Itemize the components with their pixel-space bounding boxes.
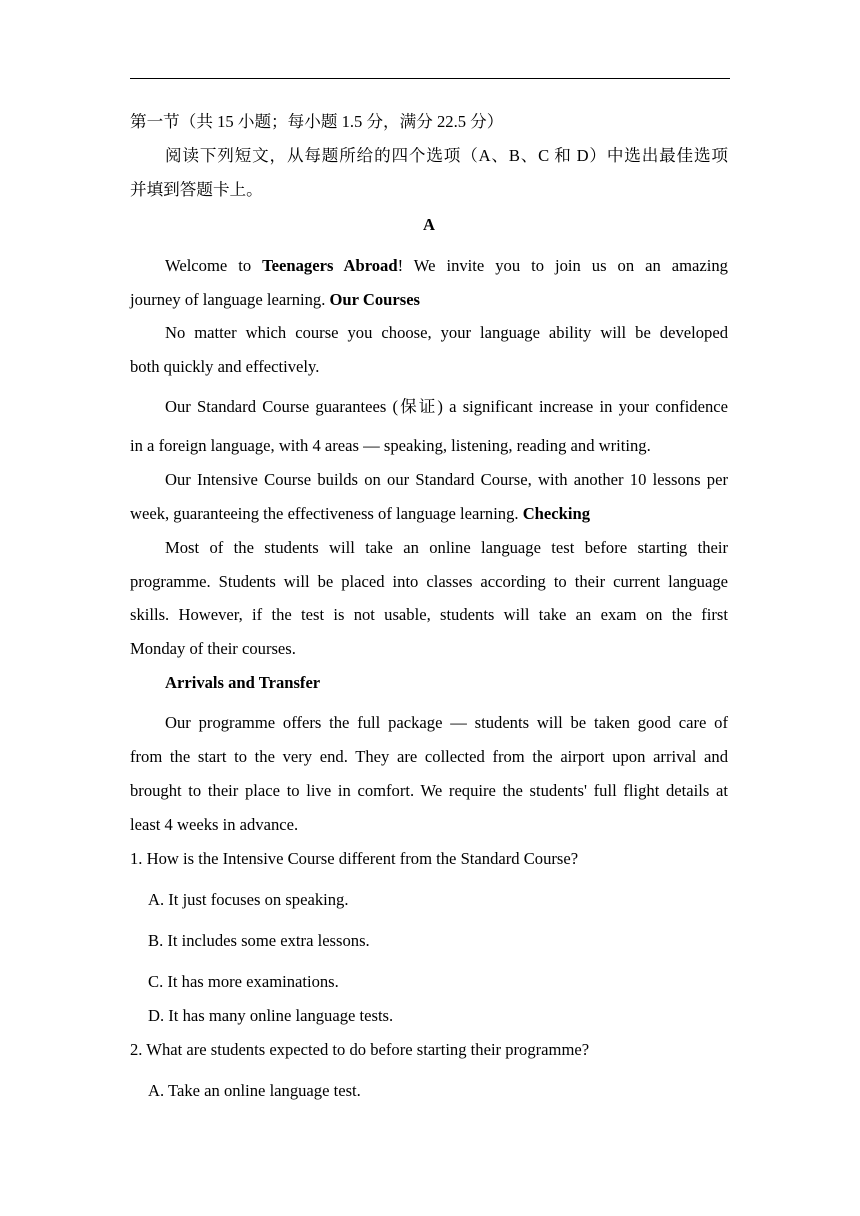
question-2-stem: 2. What are students expected to do before starting their programme? [130,1040,590,1059]
paragraph-arrivals-line-3: brought to their place to live in comfort. We require the students' full flight details at [130,781,728,800]
question-1-stem: 1. How is the Intensive Course different from the Standard Course? [130,849,579,868]
paragraph-welcome-line-1 [165,256,728,276]
intensive-line-2-text: week, guaranteeing the effectiveness of language learning. [130,504,523,523]
question-1-option-c: C. It has more examinations. [148,972,339,991]
paragraph-intensive-line-2 [130,504,728,524]
header-rule [130,78,730,79]
paragraph-checking-line-3: skills. However, if the test is not usable, students will take an exam on the first [130,605,728,624]
question-1-option-a: A. It just focuses on speaking. [148,890,349,909]
question-1-option-b: B. It includes some extra lessons. [148,931,370,950]
paragraph-checking-line-1: Most of the students will take an online language test before starting their [165,538,728,557]
paragraph-arrivals-line-2: from the start to the very end. They are collected from the airport upon arrival and [130,747,728,766]
paragraph-welcome-line-2 [130,290,728,310]
brand-name: Teenagers Abroad [262,256,398,275]
question-1-option-d: D. It has many online language tests. [148,1006,394,1025]
paragraph-intensive-line-1: Our Intensive Course builds on our Standard Course, with another 10 lessons per [165,470,728,489]
section-heading: 第一节（共 15 小题；每小题 1.5 分，满分 22.5 分） [130,112,504,131]
heading-our-courses: Our Courses [329,290,421,309]
heading-checking: Checking [522,504,591,523]
welcome-line-2-text: journey of language learning. [130,290,330,309]
instruction-line-2: 并填到答题卡上。 [130,180,263,199]
paragraph-courses-line-1: No matter which course you choose, your language ability will be developed [165,323,728,342]
welcome-text: Welcome to [165,256,263,275]
paragraph-arrivals-line-4: least 4 weeks in advance. [130,815,299,834]
paragraph-standard-line-1: Our Standard Course guarantees (保证) a significant increase in your confidence [165,397,728,416]
passage-letter: A [423,215,435,234]
question-2-option-a: A. Take an online language test. [148,1081,361,1100]
paragraph-courses-line-2: both quickly and effectively. [130,357,320,376]
heading-arrivals-transfer: Arrivals and Transfer [165,673,321,692]
paragraph-checking-line-4: Monday of their courses. [130,639,296,658]
paragraph-standard-line-2: in a foreign language, with 4 areas — speaking, listening, reading and writing. [130,436,651,455]
paragraph-checking-line-2: programme. Students will be placed into classes according to their current language [130,572,728,591]
instruction-line-1: 阅读下列短文，从每题所给的四个选项（A、B、C 和 D）中选出最佳选项 [165,146,728,165]
paragraph-arrivals-line-1: Our programme offers the full package — students will be taken good care of [165,713,728,732]
welcome-rest: ! We invite you to join us on an amazing [397,256,728,275]
